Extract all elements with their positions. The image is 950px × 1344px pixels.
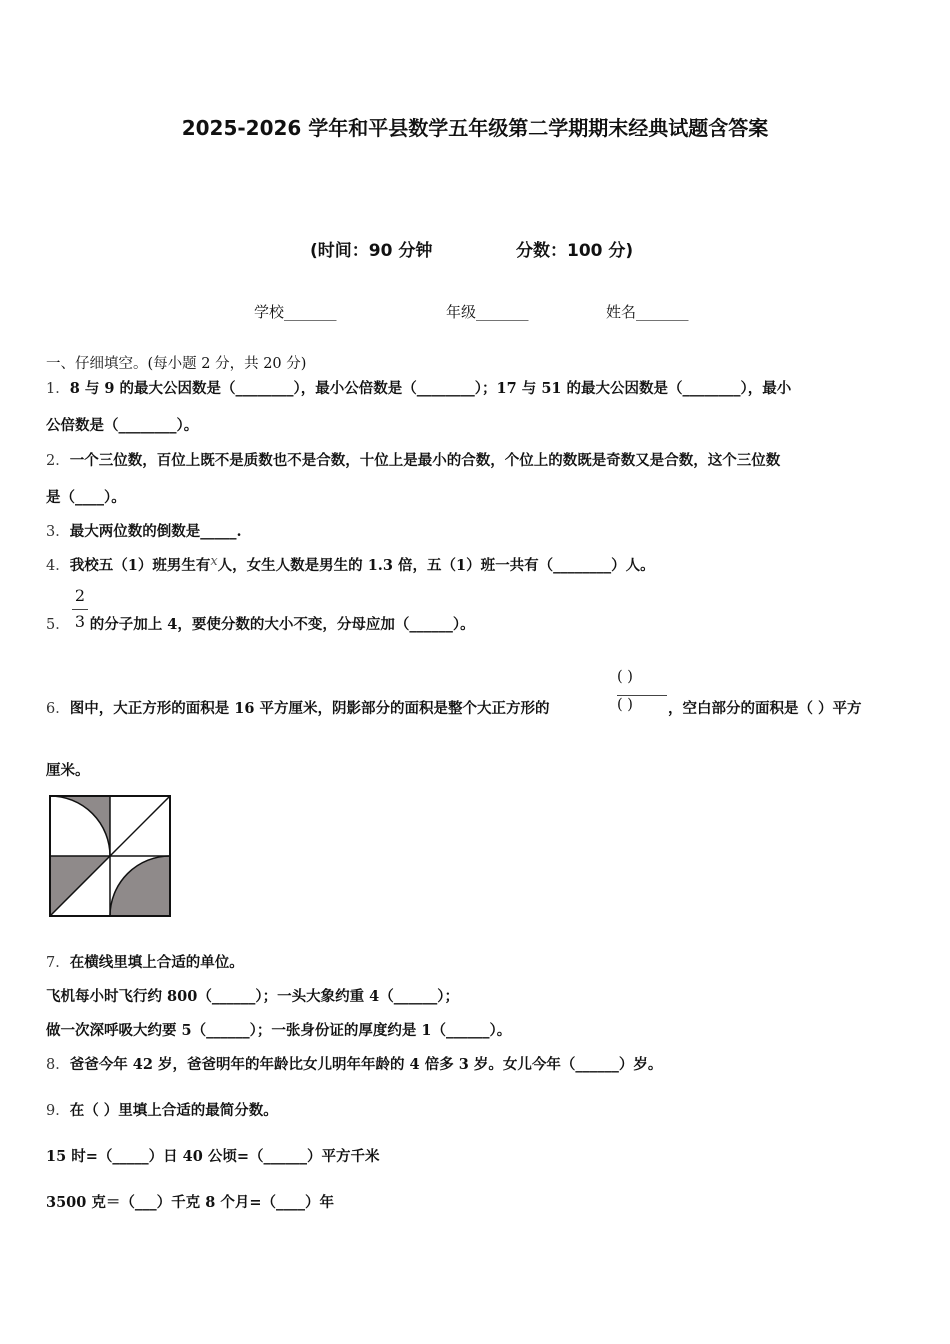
diagonal-top-right: [110, 796, 170, 856]
question-text: 一个三位数，百位上既不是质数也不是合数，十位上是最小的合数，个位上的数既是奇数又是合数，这个三位数: [69, 452, 781, 469]
exam-score: 分数：100 分): [516, 241, 634, 261]
question-text-b: 人，女生人数是男生的 1.3 倍，五（1）班一共有（________）人。: [217, 557, 655, 574]
question-1: [46, 377, 791, 398]
question-text: 8 与 9 的最大公因数是（________），最小公倍数是（________）；17 与 51 的最大公因数是（________），最小: [69, 380, 792, 397]
question-number: 9．: [46, 1103, 70, 1119]
question-5: [46, 613, 475, 634]
square-figure: [48, 794, 172, 918]
question-2-cont: 是（____）。: [46, 489, 126, 506]
question-number: 7．: [46, 955, 70, 971]
question-number: 1．: [46, 381, 70, 397]
fraction-bar: [72, 609, 88, 610]
blank-fraction-denominator: ( ): [617, 697, 633, 713]
question-text: 的分子加上 4，要使分数的大小不变，分母应加（______）。: [89, 616, 475, 633]
question-9-line-1: 15 时=（_____）日 40 公顷=（______）平方千米: [46, 1148, 380, 1165]
question-text: 我校五（1）班男生有: [69, 557, 211, 574]
grade-field: 年级_______: [446, 303, 529, 321]
question-text: 最大两位数的倒数是_____.: [69, 523, 242, 540]
question-6-tail: ，空白部分的面积是（ ）平方: [668, 700, 862, 717]
school-field: 学校_______: [254, 303, 337, 321]
question-number: 4．: [46, 558, 70, 574]
question-3: [46, 520, 242, 541]
fraction-denominator: 3: [74, 612, 86, 631]
question-number: 2．: [46, 453, 70, 469]
question-text: 图中，大正方形的面积是 16 平方厘米，阴影部分的面积是整个大正方形的: [69, 700, 550, 717]
question-text: 爸爸今年 42 岁，爸爸明年的年龄比女儿明年年龄的 4 倍多 3 岁。女儿今年（______）岁。: [69, 1056, 663, 1073]
shaded-region-bottom-right: [110, 856, 170, 916]
blank-fraction-numerator: ( ): [617, 669, 633, 685]
exam-time: (时间：90 分钟: [310, 241, 433, 261]
question-7-line-1: 飞机每小时飞行约 800（______）；一头大象约重 4（______）；: [46, 988, 459, 1005]
question-7-line-2: 做一次深呼吸大约要 5（______）；一张身份证的厚度约是 1（______）。: [46, 1022, 512, 1039]
page-title: 2025-2026 学年和平县数学五年级第二学期期末经典试题含答案: [181, 116, 769, 140]
question-6: [46, 697, 550, 718]
question-4: [46, 554, 655, 575]
fraction-bar: [617, 695, 667, 696]
question-6-cont: 厘米。: [46, 762, 90, 779]
question-text: 在（ ）里填上合适的最简分数。: [69, 1102, 278, 1119]
question-2: [46, 449, 780, 470]
question-number: 8．: [46, 1057, 70, 1073]
question-1-cont: 公倍数是（________）。: [46, 417, 199, 434]
shaded-region-top-left: [50, 796, 110, 856]
question-number: 5．: [46, 617, 70, 633]
fraction-numerator: 2: [74, 586, 86, 605]
section-heading: 一、仔细填空。(每小题 2 分，共 20 分): [46, 356, 307, 372]
name-field: 姓名_______: [606, 303, 689, 321]
variable-x: x: [210, 554, 218, 569]
question-9-line-2: 3500 克＝（___）千克 8 个月=（____）年: [46, 1194, 334, 1211]
question-7: [46, 951, 244, 972]
question-text: 在横线里填上合适的单位。: [69, 954, 244, 971]
question-number: 3．: [46, 524, 70, 540]
question-number: 6．: [46, 701, 70, 717]
question-8: [46, 1053, 662, 1074]
question-9: [46, 1099, 278, 1120]
